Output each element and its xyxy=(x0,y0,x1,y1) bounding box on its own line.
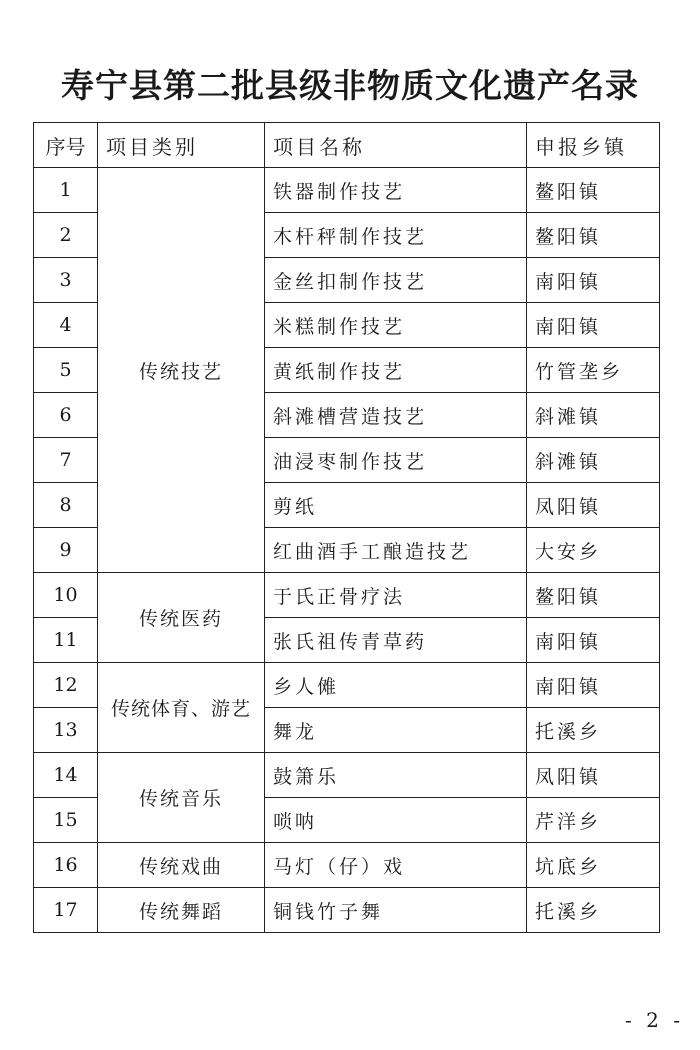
row-name: 张氏祖传青草药 xyxy=(265,618,527,663)
row-name: 油浸枣制作技艺 xyxy=(265,438,527,483)
table-row xyxy=(34,888,660,933)
row-name: 铜钱竹子舞 xyxy=(265,888,527,933)
row-town: 鳌阳镇 xyxy=(527,213,660,258)
row-index: 12 xyxy=(34,663,98,708)
row-name: 斜滩槽营造技艺 xyxy=(265,393,527,438)
row-index: 4 xyxy=(34,303,98,348)
row-name: 唢呐 xyxy=(265,798,527,843)
category-cell: 传统医药 xyxy=(98,573,265,663)
row-town: 托溪乡 xyxy=(527,888,660,933)
row-town: 大安乡 xyxy=(527,528,660,573)
row-town: 鳌阳镇 xyxy=(527,573,660,618)
row-town: 坑底乡 xyxy=(527,843,660,888)
row-index: 7 xyxy=(34,438,98,483)
row-index: 6 xyxy=(34,393,98,438)
row-town: 南阳镇 xyxy=(527,663,660,708)
row-index: 3 xyxy=(34,258,98,303)
category-cell: 传统体育、游艺 xyxy=(98,663,265,753)
row-town: 南阳镇 xyxy=(527,258,660,303)
row-town: 南阳镇 xyxy=(527,618,660,663)
row-index: 15 xyxy=(34,798,98,843)
row-index: 8 xyxy=(34,483,98,528)
row-name: 舞龙 xyxy=(265,708,527,753)
row-index: 14 xyxy=(34,753,98,798)
row-index: 11 xyxy=(34,618,98,663)
row-name: 红曲酒手工酿造技艺 xyxy=(265,528,527,573)
row-town: 斜滩镇 xyxy=(527,438,660,483)
row-town: 竹管垄乡 xyxy=(527,348,660,393)
row-index: 9 xyxy=(34,528,98,573)
row-name: 于氏正骨疗法 xyxy=(265,573,527,618)
row-town: 托溪乡 xyxy=(527,708,660,753)
row-town: 凤阳镇 xyxy=(527,483,660,528)
document-title: 寿宁县第二批县级非物质文化遗产名录 xyxy=(61,66,639,105)
row-index: 13 xyxy=(34,708,98,753)
row-index: 5 xyxy=(34,348,98,393)
table-row xyxy=(34,663,660,708)
row-name: 米糕制作技艺 xyxy=(265,303,527,348)
row-town: 鳌阳镇 xyxy=(527,168,660,213)
row-town: 凤阳镇 xyxy=(527,753,660,798)
category-cell: 传统音乐 xyxy=(98,753,265,843)
header-index: 序号 xyxy=(34,123,98,168)
table-row xyxy=(34,843,660,888)
table-row xyxy=(34,168,660,213)
row-town: 斜滩镇 xyxy=(527,393,660,438)
row-town: 南阳镇 xyxy=(527,303,660,348)
table-row xyxy=(34,753,660,798)
row-name: 木杆秤制作技艺 xyxy=(265,213,527,258)
row-index: 2 xyxy=(34,213,98,258)
row-name: 铁器制作技艺 xyxy=(265,168,527,213)
row-index: 1 xyxy=(34,168,98,213)
row-name: 鼓箫乐 xyxy=(265,753,527,798)
page-number: - 2 - xyxy=(625,1008,684,1032)
row-name: 剪纸 xyxy=(265,483,527,528)
row-index: 16 xyxy=(34,843,98,888)
header-category: 项目类别 xyxy=(98,123,265,168)
row-town: 芹洋乡 xyxy=(527,798,660,843)
row-index: 10 xyxy=(34,573,98,618)
row-name: 马灯（仔）戏 xyxy=(265,843,527,888)
category-cell: 传统戏曲 xyxy=(98,843,265,888)
heritage-table xyxy=(33,122,660,933)
row-name: 黄纸制作技艺 xyxy=(265,348,527,393)
row-name: 金丝扣制作技艺 xyxy=(265,258,527,303)
header-town: 申报乡镇 xyxy=(527,123,660,168)
table-row xyxy=(34,573,660,618)
row-name: 乡人傩 xyxy=(265,663,527,708)
category-cell: 传统技艺 xyxy=(98,168,265,573)
category-cell: 传统舞蹈 xyxy=(98,888,265,933)
row-index: 17 xyxy=(34,888,98,933)
header-name: 项目名称 xyxy=(265,123,527,168)
table-header-row xyxy=(34,123,660,168)
